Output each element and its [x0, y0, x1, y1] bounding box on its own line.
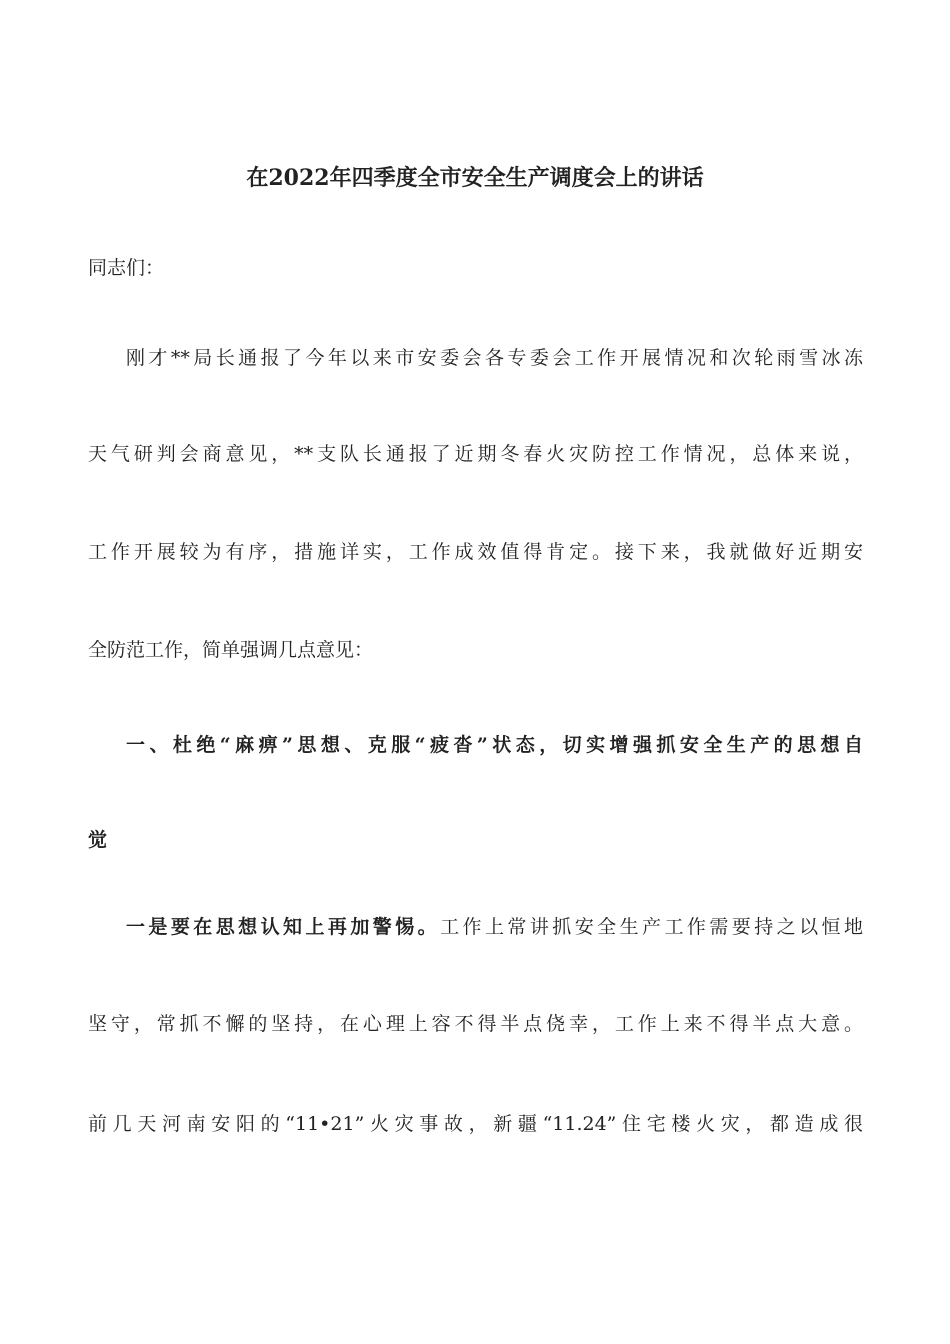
paragraph-2-line-3: 前几天河南安阳的“11•21”火灾事故，新疆“11.24”住宅楼火灾，都造成很: [88, 1113, 863, 1135]
paragraph-1-line-3: 工作开展较为有序，措施详实，工作成效值得肯定。接下来，我就做好近期安: [88, 541, 863, 563]
paragraph-1-line-4: 全防范工作，简单强调几点意见：: [88, 639, 374, 661]
paragraph-2-line-1: [88, 907, 863, 947]
section-heading-1-line-1: 一、杜绝“麻痹”思想、克服“疲沓”状态，切实增强抓安全生产的思想自: [126, 734, 863, 756]
paragraph-2-line-2: 坚守，常抓不懈的坚持，在心理上容不得半点侥幸，工作上来不得半点大意。: [88, 1013, 863, 1035]
salutation: 同志们：: [88, 257, 165, 279]
paragraph-2-line-1-text: 工作上常讲抓安全生产工作需要持之以恒地: [440, 916, 863, 938]
paragraph-1-line-2: 天气研判会商意见，**支队长通报了近期冬春火灾防控工作情况，总体来说，: [88, 443, 863, 465]
paragraph-1-line-1: 刚才**局长通报了今年以来市安委会各专委会工作开展情况和次轮雨雪冰冻: [126, 347, 863, 369]
document-title: 在2022年四季度全市安全生产调度会上的讲话: [246, 165, 704, 191]
section-heading-1-line-2: 觉: [88, 829, 108, 851]
paragraph-2-bold-lead: 一是要在思想认知上再加警惕。: [126, 916, 441, 938]
